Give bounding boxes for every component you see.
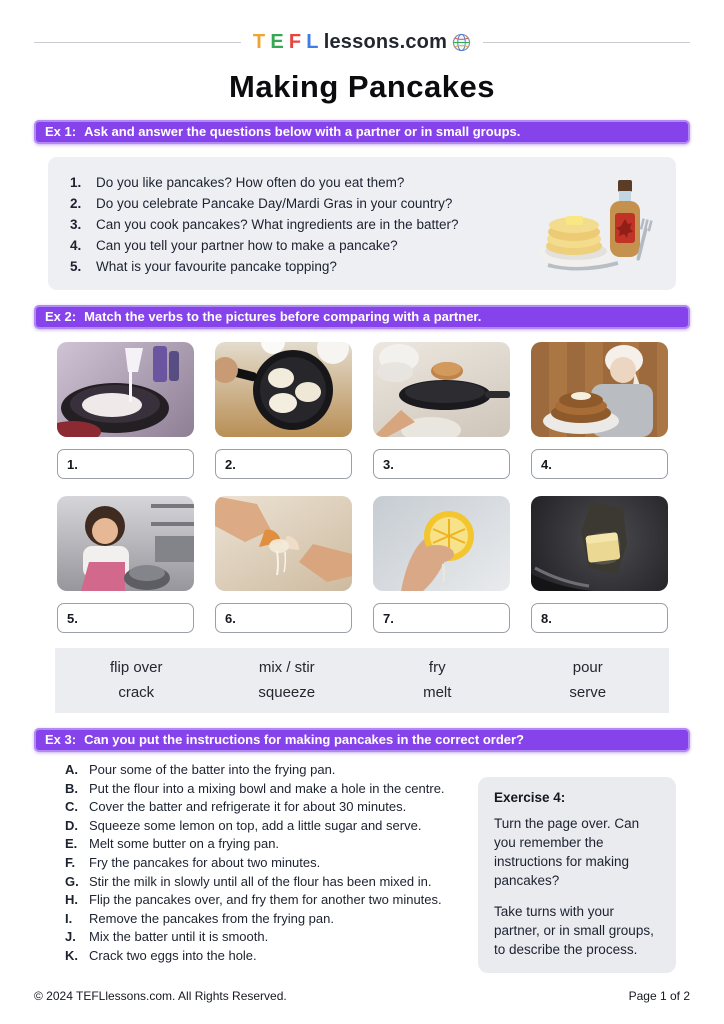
question-text: Can you tell your partner how to make a pancake? [96, 238, 398, 253]
question-item [70, 172, 534, 193]
site-logo [253, 31, 471, 54]
step-text: Melt some butter on a frying pan. [89, 836, 280, 852]
word-bank-item: fry [428, 659, 446, 676]
answer-box-label: 5. [67, 610, 78, 626]
question-number: 5. [70, 259, 82, 274]
ex3-banner-text: Can you put the instructions for making pancakes in the correct order? [84, 732, 524, 747]
step-item [65, 947, 478, 966]
step-text: Stir the milk in slowly until all of the flour has been mixed in. [89, 873, 432, 889]
ex2-banner-label: Ex 2: [45, 309, 77, 324]
ex3-banner [34, 728, 690, 752]
step-item [65, 873, 478, 892]
globe-icon [452, 33, 471, 52]
photo-frying-pancakes [215, 342, 352, 437]
ex3-steps-list [65, 761, 478, 973]
answer-box-8[interactable] [531, 603, 668, 633]
step-item [65, 910, 478, 929]
header [34, 28, 690, 56]
answer-box-3[interactable] [373, 449, 510, 479]
header-rule-right [483, 42, 690, 43]
ex4-paragraph: Take turns with your partner, or in small groups, to describe the process. [494, 904, 654, 957]
word-bank-item: squeeze [258, 684, 316, 701]
step-item [65, 817, 478, 836]
ex4-box [478, 777, 676, 973]
answer-box-6[interactable] [215, 603, 352, 633]
step-letter: I. [65, 910, 73, 926]
question-text: Can you cook pancakes? What ingredients are in the batter? [96, 217, 459, 232]
header-rule-left [34, 42, 241, 43]
step-letter: A. [65, 762, 78, 777]
step-text: Mix the batter until it is smooth. [89, 929, 269, 945]
step-letter: B. [65, 780, 78, 796]
page-footer [34, 989, 690, 1024]
answer-box-label: 6. [225, 610, 236, 626]
ex3-banner-label: Ex 3: [45, 732, 77, 747]
answer-box-label: 1. [67, 456, 78, 472]
copyright-text: © 2024 TEFLlessons.com. All Rights Reserved. [34, 989, 287, 1003]
answer-box-label: 3. [383, 456, 394, 472]
answer-box-7[interactable] [373, 603, 510, 633]
step-text: Crack two eggs into the hole. [89, 947, 257, 963]
ex4-paragraph: Turn the page over. Can you remember the instructions for making pancakes? [494, 816, 640, 888]
answer-box-label: 8. [541, 610, 552, 626]
step-text: Squeeze some lemon on top, add a little sugar and serve. [89, 817, 422, 833]
photo-serving-pancakes [531, 342, 668, 437]
ex2-cell [531, 342, 668, 479]
ex3-body [34, 761, 690, 973]
word-bank-item: serve [569, 684, 607, 701]
question-text: Do you like pancakes? How often do you eat them? [96, 175, 405, 190]
step-item [65, 835, 478, 854]
page-number: Page 1 of 2 [628, 989, 690, 1003]
ex2-banner-text: Match the verbs to the pictures before comparing with a partner. [84, 309, 482, 324]
step-letter: F. [65, 854, 76, 870]
question-number: 1. [70, 175, 82, 190]
logo-text: lessons.com [323, 30, 448, 53]
step-letter: D. [65, 817, 78, 833]
word-bank-item: crack [118, 684, 155, 701]
step-text: Remove the pancakes from the frying pan. [89, 910, 334, 926]
photo-melting-butter [531, 496, 668, 591]
ex2-word-bank [55, 648, 669, 713]
step-letter: K. [65, 947, 78, 963]
step-letter: H. [65, 892, 78, 908]
question-item [70, 193, 534, 214]
ex4-heading: Exercise 4: [494, 790, 566, 805]
step-text: Fry the pancakes for about two minutes. [89, 854, 321, 870]
question-item [70, 214, 534, 235]
ex2-cell [373, 496, 510, 633]
logo-letter: E [270, 30, 284, 53]
step-letter: C. [65, 799, 78, 815]
logo-letter: L [306, 30, 319, 53]
question-item [70, 235, 534, 256]
ex2-photo-grid [57, 342, 668, 633]
step-item [65, 854, 478, 873]
ex1-banner-label: Ex 1: [45, 124, 77, 139]
question-text: Do you celebrate Pancake Day/Mardi Gras in your country? [96, 196, 453, 211]
word-bank-item: pour [572, 659, 603, 676]
step-text: Put the flour into a mixing bowl and make a hole in the centre. [89, 780, 445, 796]
ex2-cell [531, 496, 668, 633]
photo-pour-batter [57, 342, 194, 437]
answer-box-4[interactable] [531, 449, 668, 479]
photo-squeezing-lemon [373, 496, 510, 591]
photo-cracking-egg [215, 496, 352, 591]
answer-box-1[interactable] [57, 449, 194, 479]
pancakes-syrup-illustration [534, 175, 656, 275]
question-number: 2. [70, 196, 82, 211]
logo-letter: F [288, 30, 302, 53]
step-letter: J. [65, 929, 76, 945]
answer-box-label: 7. [383, 610, 394, 626]
ex2-cell [215, 496, 352, 633]
word-bank-item: mix / stir [258, 659, 315, 676]
answer-box-label: 4. [541, 456, 552, 472]
ex2-cell [57, 342, 194, 479]
word-bank-item: melt [423, 684, 452, 701]
step-item [65, 928, 478, 947]
step-item [65, 780, 478, 799]
answer-box-label: 2. [225, 456, 236, 472]
step-text: Cover the batter and refrigerate it for about 30 minutes. [89, 799, 407, 815]
step-letter: E. [65, 836, 78, 852]
answer-box-2[interactable] [215, 449, 352, 479]
ex2-cell [215, 342, 352, 479]
ex2-cell [373, 342, 510, 479]
ex1-question-list [70, 172, 534, 277]
logo-letter: T [252, 30, 266, 53]
step-item [65, 798, 478, 817]
step-item [65, 761, 478, 780]
step-item [65, 891, 478, 910]
ex1-questions-box [48, 157, 676, 290]
step-text: Flip the pancakes over, and fry them for another two minutes. [89, 892, 442, 908]
ex1-banner-text: Ask and answer the questions below with a partner or in small groups. [84, 124, 521, 139]
ex1-banner [34, 120, 690, 144]
question-number: 3. [70, 217, 82, 232]
ex2-banner [34, 305, 690, 329]
ex2-cell [57, 496, 194, 633]
photo-mixing-batter [57, 496, 194, 591]
answer-box-5[interactable] [57, 603, 194, 633]
step-letter: G. [65, 873, 79, 889]
step-text: Pour some of the batter into the frying pan. [89, 762, 336, 777]
question-item [70, 256, 534, 277]
question-number: 4. [70, 238, 82, 253]
photo-flipping-pancake [373, 342, 510, 437]
page-title: Making Pancakes [229, 69, 495, 104]
question-text: What is your favourite pancake topping? [96, 259, 337, 274]
word-bank-item: flip over [109, 659, 163, 676]
